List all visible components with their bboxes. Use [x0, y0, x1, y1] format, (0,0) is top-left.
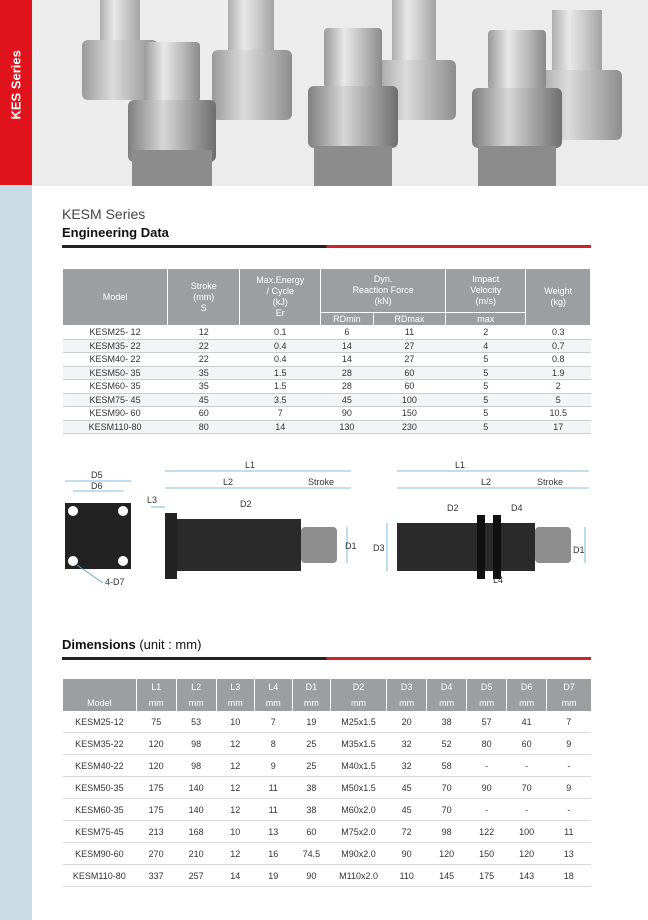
table-cell: 80 — [168, 420, 240, 434]
dimensions-divider — [62, 657, 591, 660]
table-cell: 122 — [467, 821, 507, 843]
table-cell: 5 — [446, 380, 526, 394]
table-cell: 52 — [427, 733, 467, 755]
table-cell: 90 — [467, 777, 507, 799]
table-cell: 5 — [526, 393, 591, 407]
table-cell: 35 — [168, 366, 240, 380]
column-header: L4 — [254, 679, 292, 695]
table-cell: 337 — [136, 865, 176, 887]
table-cell: 0.3 — [526, 326, 591, 340]
table-cell: 150 — [467, 843, 507, 865]
table-row — [63, 393, 591, 407]
table-cell: M75x2.0 — [330, 821, 386, 843]
table-cell: 90 — [321, 407, 374, 421]
unit-header: mm — [216, 695, 254, 711]
table-cell: 6 — [321, 326, 374, 340]
table-cell: M50x1.5 — [330, 777, 386, 799]
table-row — [63, 799, 592, 821]
table-cell: 80 — [467, 733, 507, 755]
table-row — [63, 711, 592, 733]
table-cell: 38 — [292, 799, 330, 821]
table-cell: 0.1 — [240, 326, 321, 340]
label-d5: D5 — [91, 470, 103, 480]
column-header: D5 — [467, 679, 507, 695]
table-cell: 45 — [168, 393, 240, 407]
table-cell: 11 — [547, 821, 591, 843]
column-header: L3 — [216, 679, 254, 695]
table-row — [63, 339, 591, 353]
table-cell: 213 — [136, 821, 176, 843]
table-cell: 22 — [168, 353, 240, 367]
table-cell: - — [467, 755, 507, 777]
table-cell: 60 — [373, 380, 445, 394]
table-cell: 90 — [387, 843, 427, 865]
column-header: D3 — [387, 679, 427, 695]
table-cell: M90x2.0 — [330, 843, 386, 865]
table-cell: 10 — [216, 821, 254, 843]
table-cell: 98 — [176, 755, 216, 777]
table-cell: 98 — [176, 733, 216, 755]
table-cell: 25 — [292, 755, 330, 777]
col-reaction-force: Dyn. Reaction Force (kN) — [321, 269, 446, 313]
table-cell: 2 — [526, 380, 591, 394]
table-cell: KESM25- 12 — [63, 326, 168, 340]
table-cell: 5 — [446, 407, 526, 421]
table-cell: 120 — [136, 733, 176, 755]
table-cell: 28 — [321, 380, 374, 394]
column-header — [63, 679, 137, 695]
table-cell: 11 — [254, 777, 292, 799]
table-cell: M60x2.0 — [330, 799, 386, 821]
table-cell: 45 — [387, 799, 427, 821]
column-header: D7 — [547, 679, 591, 695]
table-cell: 35 — [168, 380, 240, 394]
table-cell: 32 — [387, 755, 427, 777]
table-cell: 60 — [292, 821, 330, 843]
table-cell: 27 — [373, 339, 445, 353]
label-d1: D1 — [345, 541, 357, 551]
table-cell: 5 — [446, 353, 526, 367]
table-cell: 11 — [373, 326, 445, 340]
unit-header: mm — [176, 695, 216, 711]
table-cell: 140 — [176, 777, 216, 799]
table-cell: 0.4 — [240, 339, 321, 353]
table-row — [63, 353, 591, 367]
table-cell: 143 — [507, 865, 547, 887]
table-cell: 1.9 — [526, 366, 591, 380]
table-cell: 140 — [176, 799, 216, 821]
table-cell: 10.5 — [526, 407, 591, 421]
table-cell: 5 — [446, 393, 526, 407]
table-cell: - — [467, 799, 507, 821]
table-row — [63, 326, 591, 340]
table-cell: 70 — [427, 777, 467, 799]
table-cell: 12 — [216, 799, 254, 821]
table-cell: 38 — [427, 711, 467, 733]
table-cell: KESM110-80 — [63, 865, 137, 887]
unit-header: mm — [467, 695, 507, 711]
table-cell: 120 — [507, 843, 547, 865]
table-cell: 9 — [547, 733, 591, 755]
label-stroke: Stroke — [308, 477, 335, 487]
label-d7: 4-D7 — [105, 577, 125, 587]
table-cell: 12 — [216, 733, 254, 755]
table-cell: KESM60- 35 — [63, 380, 168, 394]
dimensions-title: Dimensions (unit : mm) — [62, 637, 202, 652]
table-cell: 2 — [446, 326, 526, 340]
table-cell: 257 — [176, 865, 216, 887]
label-l2-nut: L2 — [481, 477, 492, 487]
table-cell: 7 — [254, 711, 292, 733]
label-d2-nut: D2 — [447, 503, 459, 513]
col-rdmin: RDmin — [321, 313, 374, 326]
column-header: L1 — [136, 679, 176, 695]
col-rdmax: RDmax — [373, 313, 445, 326]
table-row — [63, 865, 592, 887]
table-cell: - — [507, 799, 547, 821]
table-cell: 60 — [373, 366, 445, 380]
shock-absorber-side-view — [151, 471, 351, 579]
sidebar-label: KES Series — [8, 50, 24, 120]
table-cell: KESM60-35 — [63, 799, 137, 821]
table-cell: 120 — [427, 843, 467, 865]
table-cell: 45 — [387, 777, 427, 799]
series-title: KESM Series — [62, 206, 146, 222]
table-cell: 175 — [136, 799, 176, 821]
dimensions-unit: (unit : mm) — [139, 637, 202, 652]
unit-header: mm — [427, 695, 467, 711]
table-row — [63, 733, 592, 755]
table-cell: KESM25-12 — [63, 711, 137, 733]
table-cell: 13 — [254, 821, 292, 843]
table-cell: KESM110-80 — [63, 420, 168, 434]
table-cell: M25x1.5 — [330, 711, 386, 733]
table-cell: 14 — [321, 339, 374, 353]
table-cell: 110 — [387, 865, 427, 887]
table-cell: 20 — [387, 711, 427, 733]
table-cell: 5 — [446, 366, 526, 380]
table-row — [63, 366, 591, 380]
label-l1-nut: L1 — [455, 460, 466, 470]
table-cell: 19 — [254, 865, 292, 887]
table-cell: KESM35-22 — [63, 733, 137, 755]
label-l1: L1 — [245, 460, 256, 470]
label-d3: D3 — [373, 543, 385, 553]
table-cell: 22 — [168, 339, 240, 353]
table-cell: 32 — [387, 733, 427, 755]
column-header: L2 — [176, 679, 216, 695]
table-cell: 9 — [547, 777, 591, 799]
table-cell: 168 — [176, 821, 216, 843]
label-d1-nut: D1 — [573, 545, 585, 555]
table-cell: 57 — [467, 711, 507, 733]
table-cell: 14 — [240, 420, 321, 434]
table-cell: 4 — [446, 339, 526, 353]
table-cell: KESM40-22 — [63, 755, 137, 777]
unit-header: mm — [330, 695, 386, 711]
col-velocity-max: max — [446, 313, 526, 326]
table-cell: 100 — [373, 393, 445, 407]
col-weight: Weight (kg) — [526, 269, 591, 326]
engineering-data-table — [62, 268, 591, 434]
table-cell: 175 — [136, 777, 176, 799]
table-row — [63, 755, 592, 777]
table-cell: 270 — [136, 843, 176, 865]
table-cell: 58 — [427, 755, 467, 777]
table-cell: 14 — [321, 353, 374, 367]
table-cell: 14 — [216, 865, 254, 887]
table-cell: 230 — [373, 420, 445, 434]
table-cell: 25 — [292, 733, 330, 755]
table-cell: 7 — [240, 407, 321, 421]
label-l4: L4 — [493, 575, 504, 585]
table-cell: KESM50-35 — [63, 777, 137, 799]
table-cell: M40x1.5 — [330, 755, 386, 777]
table-cell: 28 — [321, 366, 374, 380]
table-cell: 53 — [176, 711, 216, 733]
table-cell: 120 — [136, 755, 176, 777]
table-cell: 12 — [216, 843, 254, 865]
column-header: D6 — [507, 679, 547, 695]
table-cell: 100 — [507, 821, 547, 843]
column-header: D2 — [330, 679, 386, 695]
label-d2: D2 — [240, 499, 252, 509]
table-cell: KESM40- 22 — [63, 353, 168, 367]
table-cell: 8 — [254, 733, 292, 755]
table-cell: 130 — [321, 420, 374, 434]
col-energy: Max.Energy / Cycle (kJ) Er — [240, 269, 321, 326]
table-cell: 7 — [547, 711, 591, 733]
table-cell: 0.7 — [526, 339, 591, 353]
shock-absorber-nut-view — [387, 471, 589, 579]
table-cell: KESM75- 45 — [63, 393, 168, 407]
unit-header: mm — [387, 695, 427, 711]
table-cell: 72 — [387, 821, 427, 843]
table-cell: 9 — [254, 755, 292, 777]
table-row — [63, 380, 591, 394]
table-row — [63, 407, 591, 421]
table-cell: 1.5 — [240, 380, 321, 394]
unit-header: mm — [292, 695, 330, 711]
table-cell: KESM50- 35 — [63, 366, 168, 380]
table-cell: 16 — [254, 843, 292, 865]
dimension-drawings — [55, 455, 595, 600]
table-cell: - — [507, 755, 547, 777]
label-d6: D6 — [91, 481, 103, 491]
label-l3: L3 — [147, 495, 158, 505]
table-row — [63, 777, 592, 799]
table-cell: 5 — [446, 420, 526, 434]
unit-header: mm — [254, 695, 292, 711]
table-cell: 10 — [216, 711, 254, 733]
engineering-data-title: Engineering Data — [62, 225, 169, 240]
unit-header: mm — [547, 695, 591, 711]
table-row — [63, 821, 592, 843]
label-l2: L2 — [223, 477, 234, 487]
table-cell: 17 — [526, 420, 591, 434]
label-stroke-nut: Stroke — [537, 477, 564, 487]
label-d4: D4 — [511, 503, 523, 513]
col-model: Model — [63, 269, 168, 326]
table-cell: 12 — [216, 755, 254, 777]
col-velocity: Impact Velocity (m/s) — [446, 269, 526, 313]
unit-header: mm — [136, 695, 176, 711]
table-cell: 13 — [547, 843, 591, 865]
table-cell: - — [547, 755, 591, 777]
table-cell: 0.4 — [240, 353, 321, 367]
table-cell: KESM90-60 — [63, 843, 137, 865]
table-cell: 175 — [467, 865, 507, 887]
column-header: D1 — [292, 679, 330, 695]
hero-product-photo — [32, 0, 648, 186]
table-cell: 41 — [507, 711, 547, 733]
table-cell: 12 — [216, 777, 254, 799]
section-divider — [62, 245, 591, 248]
table-cell: 210 — [176, 843, 216, 865]
table-cell: 3.5 — [240, 393, 321, 407]
table-cell: 150 — [373, 407, 445, 421]
table-cell: 11 — [254, 799, 292, 821]
flange-front-view — [65, 481, 131, 583]
table-cell: M110x2.0 — [330, 865, 386, 887]
unit-header: Model — [63, 695, 137, 711]
col-stroke: Stroke (mm) S — [168, 269, 240, 326]
dimensions-table — [62, 679, 591, 887]
table-cell: 60 — [507, 733, 547, 755]
table-cell: KESM75-45 — [63, 821, 137, 843]
table-cell: 0.8 — [526, 353, 591, 367]
table-cell: 90 — [292, 865, 330, 887]
unit-header: mm — [507, 695, 547, 711]
table-cell: 1.5 — [240, 366, 321, 380]
table-cell: 70 — [507, 777, 547, 799]
table-row — [63, 843, 592, 865]
column-header: D4 — [427, 679, 467, 695]
table-row — [63, 420, 591, 434]
table-cell: 45 — [321, 393, 374, 407]
sidebar — [0, 0, 32, 920]
table-cell: - — [547, 799, 591, 821]
product-photo-illustration — [32, 0, 648, 186]
table-cell: 70 — [427, 799, 467, 821]
table-cell: 145 — [427, 865, 467, 887]
table-cell: 75 — [136, 711, 176, 733]
table-cell: 12 — [168, 326, 240, 340]
table-cell: 27 — [373, 353, 445, 367]
table-cell: 60 — [168, 407, 240, 421]
table-cell: 19 — [292, 711, 330, 733]
table-cell: KESM35- 22 — [63, 339, 168, 353]
table-cell: 98 — [427, 821, 467, 843]
table-cell: KESM90- 60 — [63, 407, 168, 421]
table-cell: 18 — [547, 865, 591, 887]
table-cell: 74.5 — [292, 843, 330, 865]
table-cell: M35x1.5 — [330, 733, 386, 755]
table-cell: 38 — [292, 777, 330, 799]
